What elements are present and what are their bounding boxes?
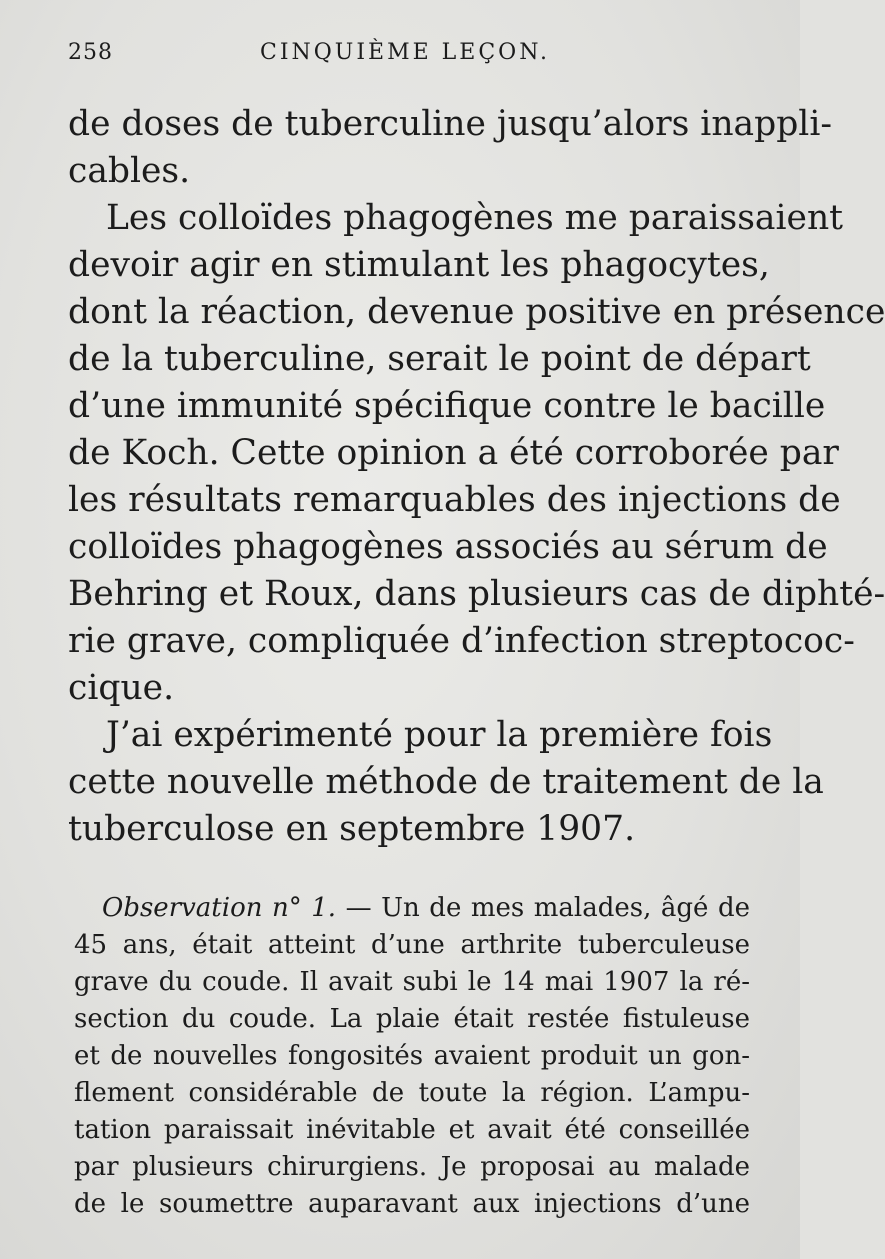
text-line: les résultats remarquables des injections de — [68, 480, 841, 520]
text-line: J’ai expérimenté pour la première fois — [106, 715, 773, 755]
text-line: Behring et Roux, dans plusieurs cas de diphté- — [68, 574, 885, 614]
text-line: de doses de tuberculine jusqu’alors inappli- — [68, 104, 833, 144]
text-line: dont la réaction, devenue positive en présence — [68, 292, 885, 332]
text-line: rie grave, compliquée d’infection streptococ- — [68, 621, 855, 661]
observation-line: par plusieurs chirurgiens. Je proposai au malade — [74, 1152, 750, 1182]
page-number: 258 — [68, 40, 113, 65]
text-line: cette nouvelle méthode de traitement de la — [68, 762, 824, 802]
page-header — [68, 40, 748, 76]
text-line: de la tuberculine, serait le point de départ — [68, 339, 811, 379]
text-line: colloïdes phagogènes associés au sérum de — [68, 527, 828, 567]
observation-line: section du coude. La plaie était restée fistuleuse — [74, 1004, 750, 1034]
observation-line: flement considérable de toute la région. L’ampu- — [74, 1078, 750, 1108]
text-line: tuberculose en septembre 1907. — [68, 809, 636, 849]
text-line: cables. — [68, 151, 191, 191]
observation-line: et de nouvelles fongosités avaient produit un gon- — [74, 1041, 750, 1071]
observation-line: de le soumettre auparavant aux injections d’une — [74, 1189, 750, 1219]
observation-line: grave du coude. Il avait subi le 14 mai 1907 la ré- — [74, 967, 750, 997]
text-line: de Koch. Cette opinion a été corroborée par — [68, 433, 839, 473]
text-line: cique. — [68, 668, 175, 708]
text-line: devoir agir en stimulant les phagocytes, — [68, 245, 770, 285]
text-line: d’une immunité spécifique contre le bacille — [68, 386, 826, 426]
observation-line: 45 ans, était atteint d’une arthrite tuberculeuse — [74, 930, 750, 960]
observation-title: Observation n° 1. — [102, 893, 337, 923]
observation-first-line-text: — Un de mes malades, âgé de — [336, 893, 750, 923]
text-line: Les colloïdes phagogènes me paraissaient — [106, 198, 844, 238]
running-head: CINQUIÈME LEÇON. — [260, 40, 551, 65]
observation-first-line — [102, 888, 750, 928]
observation-line: tation paraissait inévitable et avait été conseillée — [74, 1115, 750, 1145]
